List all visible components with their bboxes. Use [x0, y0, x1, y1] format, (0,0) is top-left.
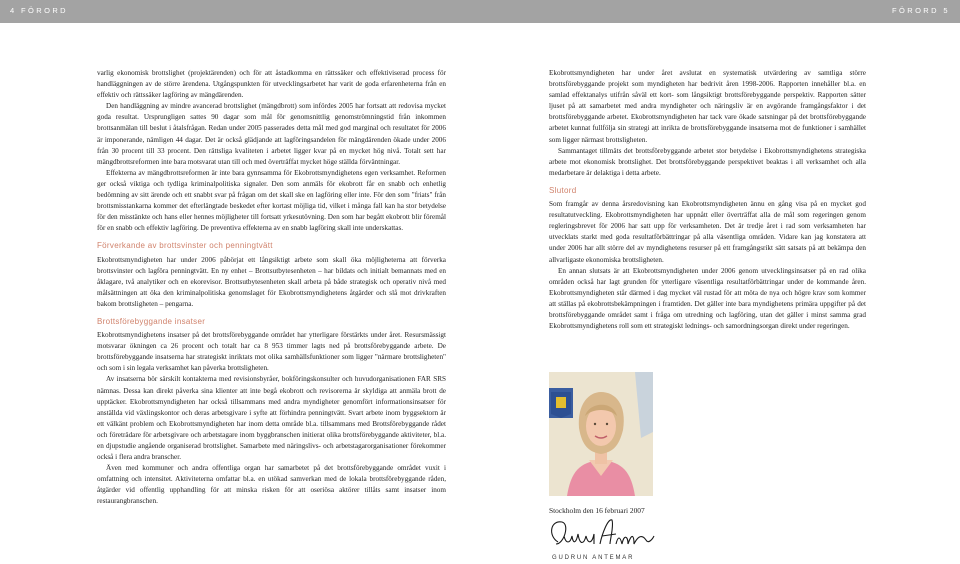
paragraph: En annan slutsats är att Ekobrottsmyndigheten under 2006 genom utvecklingsinsatser på en rad olika områden också har lagt grunden för ytterligare väsentliga resultatförbättringar under de kommande åren. Ekobrottsmyndigheten står därmed i dag mycket väl rustad för att möta de nya och högre krav som kommer att ställas på ekobrottsbekämpningen i framtiden. Det gäller inte bara myndighetens primära uppgifter på det brottsförebyggande området samt i fråga om utredning och lagföring, utan det gäller i minst samma grad Ekobrottsmyndighetens roll som ett strategiskt lednings- och samordningsorgan direkt under regeringen.	[549, 266, 866, 331]
page-header-bar	[0, 0, 960, 23]
section-heading: Slutord	[549, 185, 577, 195]
paragraph: Den handläggning av mindre avancerad brottslighet (mängdbrott) som infördes 2005 har fortsatt att redovisa mycket goda resultat. Ursprungligen sattes 90 dagar som mål för genomsnittlig genomströmningstid från inkommen brottsanmälan till beslut i åtalsfrågan. Redan under 2005 passerades detta mål med god marginal och resultatet för 2006 är imponerande, nämligen 44 dagar. Det är också glädjande att lagföringsandelen för mängdärenden ökade under 2006 från 30 procent till 33 procent. Den rättsliga kvaliteten i arbetet ligger kvar på en mycket hög nivå. Totalt sett har mängdbrottsreformen inte bara motsvarat utan till och med överträffat mycket höge ställda förväntningar.	[97, 102, 446, 166]
signature-name: GUDRUN ANTEMAR	[552, 555, 635, 561]
paragraph: Ekobrottsmyndigheten har under året avslutat en systematisk utvärdering av samtliga större brottsförebyggande projekt som myndigheten har bedrivit åren 1998-2006. Rapporten innehåller bl.a. en samlad effektanalys utifrån såväl ett kort- som långsiktigt brottsförebyggande perspektiv. Rapporten sätter ljuset på att samarbetet med andra myndigheter och näringsliv är en avgörande framgångsfaktor i det brottsförebyggande arbetet. Ekobrottsmyndigheten har tack vare ökade satsningar på det brottsförebyggande arbetet kunnat fullfölja sin strategi att inrikta de brottsförebyggande insatserna mot de funktioner i samhället som ligger närmast brottsligheten.	[549, 69, 866, 144]
section-heading: Brottsförebyggande insatser	[97, 316, 206, 326]
portrait-photo	[549, 372, 653, 496]
paragraph: Som framgår av denna årsredovisning kan Ekobrottsmyndigheten ännu en gång visa på en mycket god resultatutveckling. Ekobrottsmyndigheten har uppnått eller överträffat alla de mål som regeringen genom regleringsbrevet för 2006 har satt upp för verksamheten. Det är tredje året i rad som verksamheten har utvecklats starkt med goda resultatförbättringar på alla väsentliga områden. Vidare kan jag konstatera att under 2006 har allt större del av myndighetens resurser på ett framgångsrikt sätt satsats på att bekämpa den allvarligaste ekonomiska brottsligheten.	[549, 200, 866, 264]
paragraph: Effekterna av mängdbrottsreformen är inte bara gynnsamma för Ekobrottsmyndighetens egen verksamhet. Reformen ger också viktiga och tydliga kriminalpolitiska signaler. Den som anmäls för ekobrott får en snabb och enhetlig bedömning av sitt ärende och ett snabbt svar på frågan om det skall ske en lagföring eller inte. För den som "friats" från brottsmisstankarna kommer det efterlängtade beskedet efter kortast möjliga tid, vilket i många fall kan ha stor betydelse för den misstänkte och hans eller hennes möjligheter till fortsatt yrkesutövning. Den som har begått ekobrott blir föremål för en snabb och effektiv lagföring. De preventiva effekterna av en snabb lagföring skall inte underskattas.	[97, 168, 446, 233]
left-page-header: 4 FÖRORD	[10, 6, 68, 15]
paragraph: Ekobrottsmyndigheten har under 2006 påbörjat ett långsiktigt arbete som skall öka möjligheterna att förverka brottsvinster och lagföra penningtvätt. En ny enhet – Brottsutbytesenheten – har bildats och initialt bemannats med en åklagare, två analytiker och en ekorevisor. Brottsutbytesenheten skall arbeta på både strategisk och operativ nivå med målsättningen att öka den kriminalpolitiska genomslaget för Ekobrottsmyndighetens åtgärder och slå mot drivkraften bakom brottsligheten – pengarna.	[97, 255, 446, 308]
right-page-header: FÖRORD 5	[892, 6, 950, 15]
paragraph: Sammantaget tillmäts det brottsförebyggande arbetet stor betydelse i Ekobrottsmyndighetens strategiska arbete mot ekonomisk brottslighet. Det brottsförebyggande perspektivet beaktas i all verksamhet och alla medarbetare är delaktiga i detta arbete.	[549, 146, 866, 177]
paragraph: varlig ekonomisk brottslighet (projektärenden) och för att åstadkomma en rättssäker och effektiviserad process för handläggningen av de större ärendena. Utgångspunkten för utvecklingsarbetet har varit de goda erfarenheterna från en effektiv och rättssäker lagföring av mängdärenden.	[97, 69, 446, 100]
right-text-column	[549, 68, 866, 332]
photo-caption: Stockholm den 16 februari 2007	[549, 506, 645, 515]
section-heading: Förverkande av brottsvinster och penningtvätt	[97, 241, 273, 251]
paragraph: Av insatserna bör särskilt kontakterna med revisionsbyråer, bokföringskonsulter och huvudorganisationen FAR SRS nämnas. Dessa kan direkt påverka sina klienter att inte begå ekobrott och revisorerna är skyldiga att anmäla brott de upptäcker. Ekobrottsmyndigheten har också tillsammans med andra myndigheter genomfört informationsinsatser för anställda vid växlingskontor och deras arbetsgivare i syfte att förhindra penningtvätt. Svart arbete inom byggsektorn är ett välkänt problem och Ekobrottsmyndigheten har inom detta område bl.a. tillsammans med Brottsförebyggande rådet och företrädare för arbetsgivare och arbetstagare inom byggbranschen initierat olika brottsförebyggande aktiviteter, bl.a. en djupstudie angående organiserad brottslighet. Samarbete med näringslivs- och arbetstagarorganisationer förekommer också i flera andra branscher.	[97, 375, 446, 462]
paragraph: Även med kommuner och andra offentliga organ har samarbetet på det brottsförebyggande området vuxit i omfattning och intensitet. Aktiviteterna omfattar bl.a. en utökad samverkan med de lokala brottsförebyggande råden, åtgärder vid offentlig upphandling för att minska risken för att oseriösa aktörer tillåts samt insatser inom restaurangbranschen.	[97, 464, 446, 506]
paragraph: Ekobrottsmyndighetens insatser på det brottsförebyggande området har ytterligare förstärkts under året. Resursmässigt motsvarar ökningen ca 26 procent och totalt har ca 8 953 timmer lagts ned på brottsförebyggande arbete. De brottsförebyggande insatserna har strategiskt inriktats mot olika samhällsfunktioner som ligger "närmare brottsligheten" och som i sin legala verksamhet kan påverka brottsligheten.	[97, 331, 446, 373]
portrait-illustration	[549, 372, 653, 496]
handwritten-signature	[546, 514, 656, 554]
left-text-column	[97, 68, 446, 508]
